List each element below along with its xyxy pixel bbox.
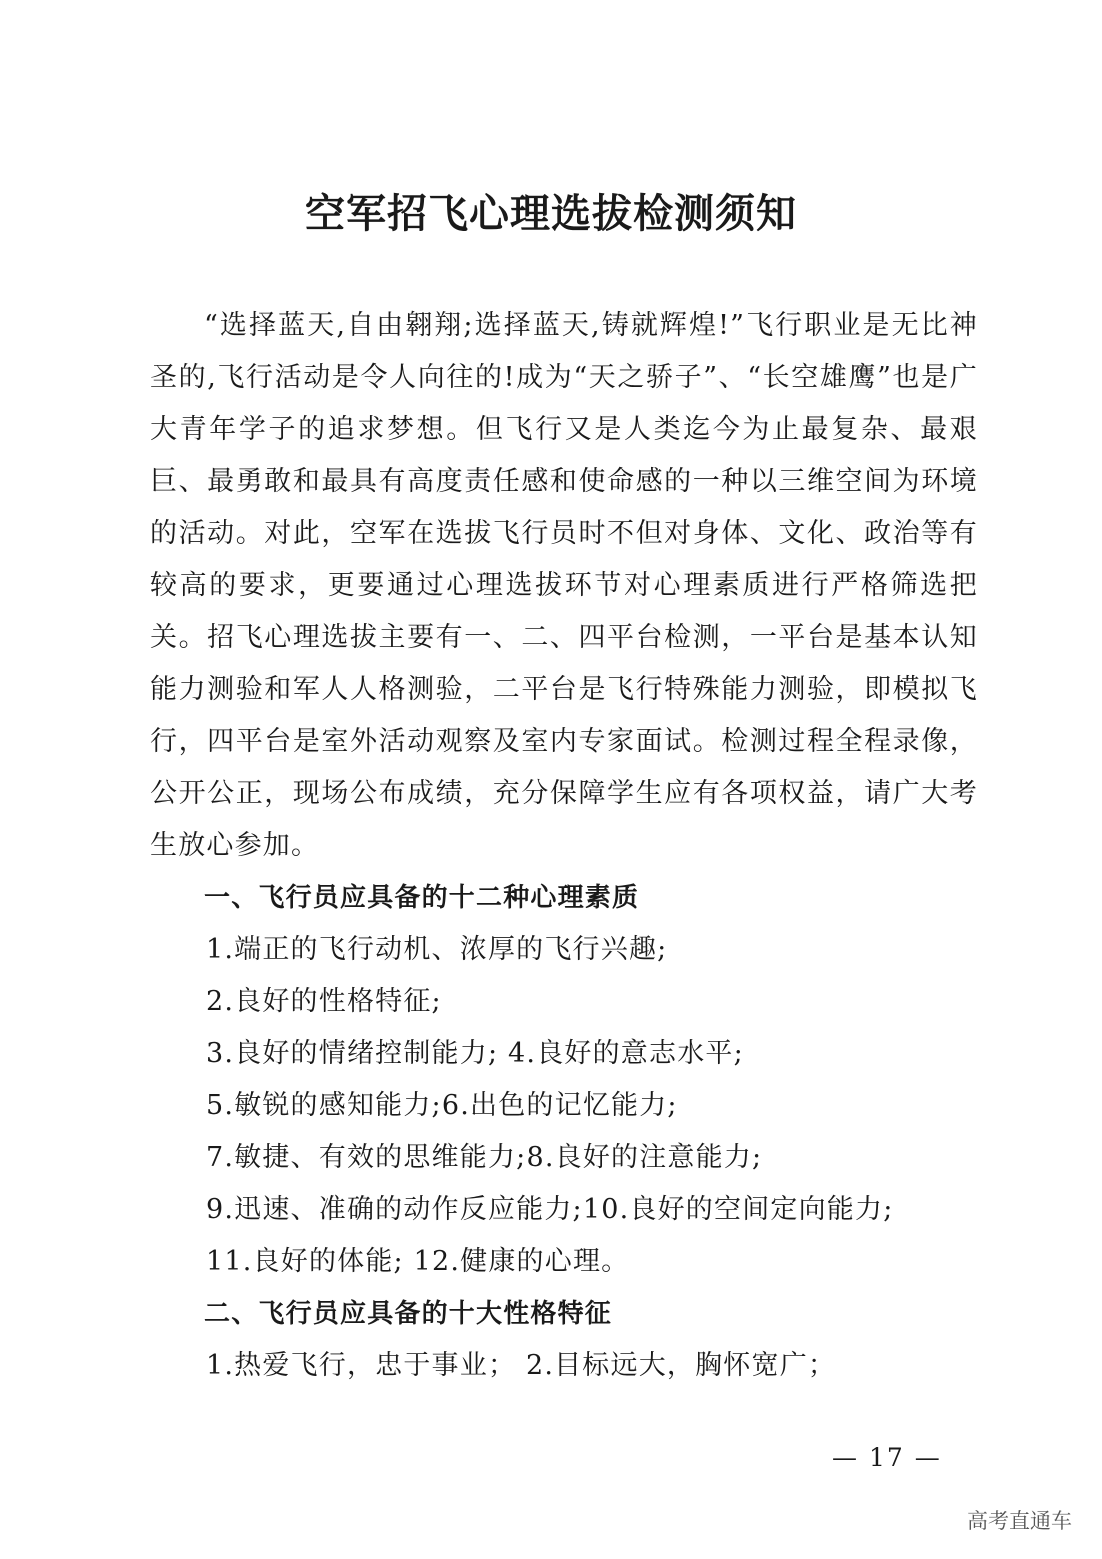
list-item: 2.良好的性格特征; bbox=[206, 986, 442, 1017]
page-number: — 17 — bbox=[832, 1443, 942, 1472]
document-title: 空军招飞心理选拔检测须知 bbox=[305, 190, 797, 237]
list-item: 11.良好的体能; 12.健康的心理。 bbox=[206, 1246, 630, 1277]
watermark: 高考直通车 bbox=[967, 1509, 1072, 1533]
list-item: 3.良好的情绪控制能力; 4.良好的意志水平; bbox=[206, 1038, 744, 1069]
list-item: 1.端正的飞行动机、浓厚的飞行兴趣; bbox=[206, 934, 668, 965]
section-heading-personality-traits: 二、飞行员应具备的十大性格特征 bbox=[204, 1299, 613, 1329]
intro-paragraph: “选择蓝天,自由翱翔;选择蓝天,铸就辉煌!”飞行职业是无比神圣的,飞行活动是令人向往的!成为“天之骄子”、“长空雄鹰”也是广大青年学子的追求梦想。但飞行又是人类迄今为止最复杂、最艰巨、最勇敢和最具有高度责任感和使命感的一种以三维空间为环境的活动。对此，空军在选拔飞行员时不但对身体、文化、政治等有较高的要求，更要通过心理选拔环节对心理素质进行严格筛选把关。招飞心理选拔主要有一、二、四平台检测，一平台是基本认知能力测验和军人人格测验，二平台是飞行特殊能力测验，即模拟飞行，四平台是室外活动观察及室内专家面试。检测过程全程录像，公开公正，现场公布成绩，充分保障学生应有各项权益，请广大考生放心参加。 bbox=[150, 310, 978, 861]
section-heading-psychological-qualities: 一、飞行员应具备的十二种心理素质 bbox=[204, 883, 640, 913]
list-item: 5.敏锐的感知能力;6.出色的记忆能力; bbox=[206, 1090, 678, 1121]
document-body bbox=[150, 300, 978, 1392]
list-item: 9.迅速、准确的动作反应能力;10.良好的空间定向能力; bbox=[206, 1194, 894, 1225]
list-item: 1.热爱飞行，忠于事业； 2.目标远大，胸怀宽广； bbox=[206, 1350, 837, 1381]
list-item: 7.敏捷、有效的思维能力;8.良好的注意能力; bbox=[206, 1142, 763, 1173]
